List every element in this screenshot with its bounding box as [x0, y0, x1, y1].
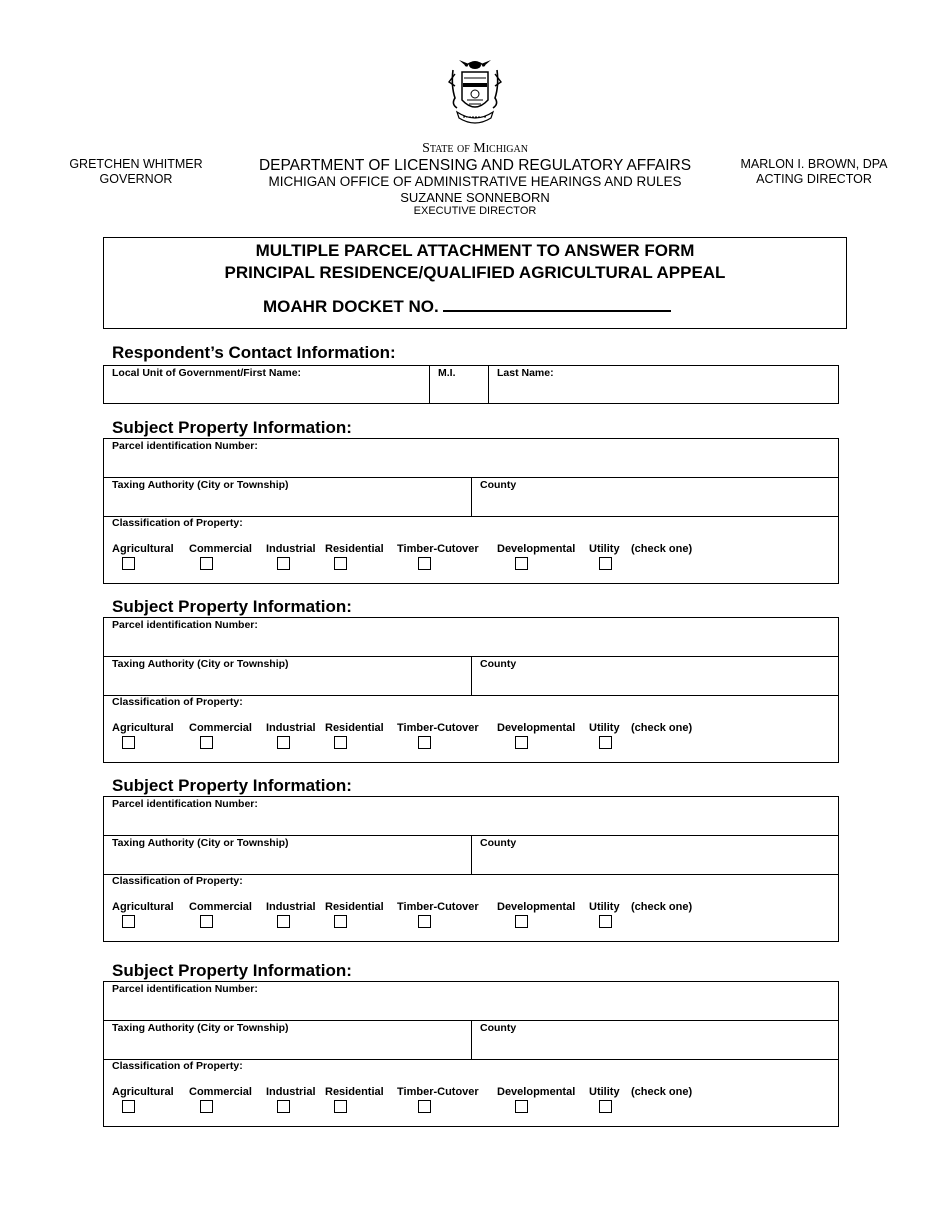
respondent-heading: Respondent’s Contact Information:	[112, 343, 396, 362]
respondent-row	[104, 366, 838, 403]
commercial-checkbox[interactable]	[200, 557, 213, 570]
office-name: MICHIGAN OFFICE OF ADMINISTRATIVE HEARINGS AND RULES	[268, 174, 682, 189]
option-label: Agricultural	[112, 722, 174, 734]
residential-checkbox[interactable]	[334, 915, 347, 928]
commercial-checkbox[interactable]	[200, 915, 213, 928]
option-label: Developmental	[497, 1086, 576, 1098]
parcel-field[interactable]	[104, 982, 838, 1021]
utility-checkbox[interactable]	[599, 915, 612, 928]
option-label: Commercial	[189, 901, 252, 913]
parcel-label: Parcel identification Number:	[112, 983, 258, 995]
option-label: Timber-Cutover	[397, 543, 479, 555]
docket-number-field[interactable]	[443, 296, 671, 312]
taxing-row	[104, 836, 838, 875]
developmental-checkbox[interactable]	[515, 736, 528, 749]
taxing-authority-field[interactable]	[104, 657, 472, 695]
option-label: Industrial	[266, 722, 316, 734]
taxing-label: Taxing Authority (City or Township)	[112, 658, 289, 670]
agricultural-checkbox[interactable]	[122, 1100, 135, 1113]
county-field[interactable]	[472, 1021, 838, 1059]
first-name-label: Local Unit of Government/First Name:	[112, 367, 302, 379]
governor-title: GOVERNOR	[99, 172, 173, 186]
developmental-checkbox[interactable]	[515, 557, 528, 570]
taxing-authority-field[interactable]	[104, 1021, 472, 1059]
governor-name: GRETCHEN WHITMER	[69, 157, 203, 171]
option-label: Commercial	[189, 722, 252, 734]
taxing-authority-field[interactable]	[104, 478, 472, 516]
classification-label: Classification of Property:	[112, 696, 243, 708]
county-label: County	[480, 837, 517, 849]
governor-block	[60, 157, 212, 187]
subject-grid	[103, 617, 839, 763]
respondent-grid	[103, 365, 839, 404]
taxing-row	[104, 1021, 838, 1060]
county-label: County	[480, 1022, 517, 1034]
parcel-label: Parcel identification Number:	[112, 798, 258, 810]
director-name: MARLON I. BROWN, DPA	[740, 157, 888, 171]
subject-grid	[103, 796, 839, 942]
director-title: ACTING DIRECTOR	[756, 172, 872, 186]
residential-checkbox[interactable]	[334, 736, 347, 749]
option-label: Commercial	[189, 543, 252, 555]
option-label: Industrial	[266, 543, 316, 555]
option-label: Utility	[589, 543, 620, 555]
agricultural-checkbox[interactable]	[122, 736, 135, 749]
residential-checkbox[interactable]	[334, 1100, 347, 1113]
county-label: County	[480, 479, 517, 491]
parcel-field[interactable]	[104, 439, 838, 478]
parcel-field[interactable]	[104, 618, 838, 657]
option-label: Agricultural	[112, 901, 174, 913]
taxing-label: Taxing Authority (City or Township)	[112, 1022, 289, 1034]
director-block	[730, 157, 898, 187]
county-field[interactable]	[472, 836, 838, 874]
county-field[interactable]	[472, 657, 838, 695]
option-label: Utility	[589, 722, 620, 734]
taxing-row	[104, 657, 838, 696]
subject-heading: Subject Property Information:	[112, 418, 352, 437]
option-label: Residential	[325, 543, 384, 555]
state-name: State of Michigan	[422, 141, 528, 156]
parcel-field[interactable]	[104, 797, 838, 836]
county-label: County	[480, 658, 517, 670]
timber-cutover-checkbox[interactable]	[418, 557, 431, 570]
docket-number	[263, 296, 671, 317]
form-title-line-2: PRINCIPAL RESIDENCE/QUALIFIED AGRICULTURAL APPEAL	[224, 263, 726, 282]
option-label: Residential	[325, 1086, 384, 1098]
check-one-label: (check one)	[631, 901, 693, 913]
classification-row	[104, 517, 838, 583]
industrial-checkbox[interactable]	[277, 915, 290, 928]
executive-director-title: EXECUTIVE DIRECTOR	[413, 205, 537, 217]
subject-heading: Subject Property Information:	[112, 597, 352, 616]
form-title-line-1: MULTIPLE PARCEL ATTACHMENT TO ANSWER FORM	[255, 241, 695, 260]
option-label: Developmental	[497, 722, 576, 734]
parcel-label: Parcel identification Number:	[112, 619, 258, 631]
subject-grid	[103, 438, 839, 584]
last-name-label: Last Name:	[497, 367, 554, 379]
option-label: Agricultural	[112, 543, 174, 555]
first-name-field[interactable]	[104, 366, 430, 403]
option-label: Timber-Cutover	[397, 901, 479, 913]
docket-label: MOAHR DOCKET NO.	[263, 297, 439, 316]
timber-cutover-checkbox[interactable]	[418, 736, 431, 749]
agency-block	[230, 141, 720, 218]
taxing-label: Taxing Authority (City or Township)	[112, 837, 289, 849]
timber-cutover-checkbox[interactable]	[418, 915, 431, 928]
option-label: Timber-Cutover	[397, 722, 479, 734]
classification-label: Classification of Property:	[112, 875, 243, 887]
classification-row	[104, 696, 838, 762]
classification-label: Classification of Property:	[112, 1060, 243, 1072]
classification-row	[104, 1060, 838, 1126]
developmental-checkbox[interactable]	[515, 1100, 528, 1113]
industrial-checkbox[interactable]	[277, 736, 290, 749]
option-label: Timber-Cutover	[397, 1086, 479, 1098]
option-label: Developmental	[497, 901, 576, 913]
commercial-checkbox[interactable]	[200, 1100, 213, 1113]
department-name: DEPARTMENT OF LICENSING AND REGULATORY AFFAIRS	[258, 157, 692, 174]
check-one-label: (check one)	[631, 543, 693, 555]
agricultural-checkbox[interactable]	[122, 557, 135, 570]
utility-checkbox[interactable]	[599, 1100, 612, 1113]
agricultural-checkbox[interactable]	[122, 915, 135, 928]
county-field[interactable]	[472, 478, 838, 516]
option-label: Industrial	[266, 1086, 316, 1098]
classification-label: Classification of Property:	[112, 517, 243, 529]
developmental-checkbox[interactable]	[515, 915, 528, 928]
form-title-box	[103, 237, 847, 329]
check-one-label: (check one)	[631, 1086, 693, 1098]
state-seal-icon	[445, 56, 505, 128]
subject-grid	[103, 981, 839, 1127]
option-label: Residential	[325, 901, 384, 913]
option-label: Developmental	[497, 543, 576, 555]
option-label: Residential	[325, 722, 384, 734]
option-label: Utility	[589, 1086, 620, 1098]
taxing-authority-field[interactable]	[104, 836, 472, 874]
mi-label: M.I.	[438, 367, 456, 379]
taxing-label: Taxing Authority (City or Township)	[112, 479, 289, 491]
executive-director-name: SUZANNE SONNEBORN	[400, 190, 550, 205]
subject-heading: Subject Property Information:	[112, 776, 352, 795]
timber-cutover-checkbox[interactable]	[418, 1100, 431, 1113]
residential-checkbox[interactable]	[334, 557, 347, 570]
option-label: Industrial	[266, 901, 316, 913]
utility-checkbox[interactable]	[599, 736, 612, 749]
check-one-label: (check one)	[631, 722, 693, 734]
classification-row	[104, 875, 838, 941]
mi-field[interactable]	[430, 366, 489, 403]
industrial-checkbox[interactable]	[277, 1100, 290, 1113]
commercial-checkbox[interactable]	[200, 736, 213, 749]
option-label: Utility	[589, 901, 620, 913]
last-name-field[interactable]	[489, 366, 838, 403]
subject-heading: Subject Property Information:	[112, 961, 352, 980]
option-label: Agricultural	[112, 1086, 174, 1098]
taxing-row	[104, 478, 838, 517]
industrial-checkbox[interactable]	[277, 557, 290, 570]
option-label: Commercial	[189, 1086, 252, 1098]
parcel-label: Parcel identification Number:	[112, 440, 258, 452]
utility-checkbox[interactable]	[599, 557, 612, 570]
